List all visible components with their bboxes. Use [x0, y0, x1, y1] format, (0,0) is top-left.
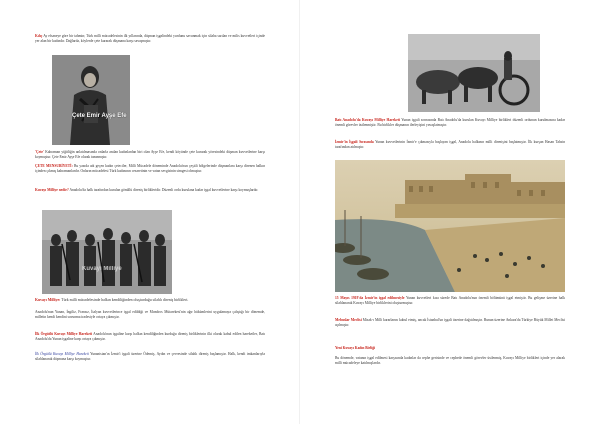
rp1-lead: Batı Anadolu'da Kuvayı Milliye Hareketi	[335, 118, 401, 122]
ox-cart-scene	[408, 34, 540, 112]
photo2-overlay: Kuvayı Milliye	[82, 266, 122, 272]
paragraph-5	[35, 332, 265, 342]
right-paragraph-4	[335, 318, 565, 328]
right-heading-text: Yeni Kuvayı Kadın Birliği	[335, 346, 376, 350]
photo-izmir-harbor	[335, 160, 565, 292]
p1-text: Kahraman yiğitliğin anlatılmasında onlarla anılan kadınlardan biri olan Ayşe Efe, kendi köyünde çete kurarak yöresindeki düşman kuvvetlerine karşı koymuştur. Çete Emir Ayşe Efe olarak tanınmıştır.	[35, 150, 265, 159]
intro-lead: Kılıç	[35, 34, 43, 38]
caption-text: Türk milli mücadelesinde halkın kendiliğinden oluşturduğu silahlı direniş birlikleri.	[60, 298, 189, 302]
p6-text: Yunanistan'ın İzmir'i işgali üzerine Ödemiş, Aydın ve çevresinde silahlı direniş başlamıştır. Halk, kendi imkanlarıyla silahlanarak düşmana karşı koymuştur.	[35, 352, 265, 361]
rp4-text: Misak-ı Milli kararlarını kabul etmiş, ancak İstanbul'un işgali üzerine dağıtılmıştır. Bunun üzerine Ankara'da Türkiye Büyük Millet Meclisi açılmıştır.	[335, 318, 565, 327]
p5-text: Anadolu'nun işgaline karşı halkın kendiliğinden kurduğu direniş birliklerinin ilki olarak kabul edilen hareketler, Batı Anadolu'da Yunan işgaline karşı ortaya çıkmıştır.	[35, 332, 265, 341]
rp5-text: Bu dönemde, vatanın işgal edilmesi karşısında kadınlar da cephe gerisinde ve cephede önemli görevler üstlenmiş, Kuvayı Milliye birlikleri içinde yer alarak milli mücadeleye katılmışlardır.	[335, 356, 565, 365]
p1-lead: 'Çete'	[35, 150, 44, 154]
right-paragraph-5	[335, 356, 565, 366]
ayse-efe-figure	[52, 55, 130, 145]
right-page	[300, 0, 600, 424]
photo1-overlay: Çete Emir Ayşe Efe	[72, 113, 127, 119]
rp3-lead: 15 Mayıs 1919'da İzmir'in işgal edilmesiyle	[335, 296, 405, 300]
paragraph-4	[35, 310, 265, 320]
p2-text: Bu yazıda adı geçen kadın çeteciler, Milli Mücadele döneminde Anadolu'nun çeşitli bölgelerinde düşmanlara karşı direnen halkın içinden çıkmış kahramanlardır. Onların mücadelesi Türk kadınının cesaretinin ve vatan sevgisinin simgesi olmuştur.	[35, 164, 265, 173]
right-paragraph-1	[335, 118, 565, 128]
caption-lead: Kuvayı Milliye:	[35, 298, 61, 302]
rp2-text: Yunan kuvvetlerinin İzmir'e çıkmasıyla başlayan işgal, Anadolu halkının milli direnişini başlatmıştır. İlk kurşun Hasan Tahsin tarafından atılmıştır.	[335, 140, 565, 149]
right-heading	[335, 346, 565, 351]
right-paragraph-3	[335, 296, 565, 306]
paragraph-6	[35, 352, 265, 362]
p3-text: Anadolu'da halk tarafından kurulan gönüllü direniş birlikleridir. Düzenli ordu kurulana kadar işgal kuvvetlerine karşı koymuşlardır.	[68, 188, 259, 192]
paragraph-3	[35, 188, 265, 193]
rp3-text: Yunan kuvvetleri kısa sürede Batı Anadolu'nun önemli bölümünü işgal etmiştir. Bu gelişme üzerine halk silahlanarak Kuvayı Milliye birliklerini oluşturmuştur.	[335, 296, 565, 305]
intro-paragraph	[35, 34, 265, 44]
rp2-lead: İzmir'in İşgali Sırasında	[335, 140, 374, 144]
kuvayi-milliye-group	[42, 210, 172, 294]
rp1-text: Yunan işgali sonrasında Batı Anadolu'da kurulan Kuvayı Milliye birlikleri düzenli ordunun kurulmasına kadar önemli görevler üstlenmiştir. Bu birlikler düşmanın ilerleyişini yavaşlatmıştır.	[335, 118, 565, 127]
p4-text: Anadolu'nun Yunan, İngiliz, Fransız, İtalyan kuvvetlerince işgal edildiği ve Mondros Mütarekesi'nin ağır hükümlerini uygulamaya çalıştığı bir dönemde, milletin kendi kendini savunma iradesiyle ortaya çıkmıştır.	[35, 310, 265, 319]
photo-kuvayi-milliye	[42, 210, 172, 294]
paragraph-2	[35, 164, 265, 174]
p6-lead: İlk Örgütlü Kuvayı Milliye Hareketi	[35, 352, 89, 356]
right-paragraph-2	[335, 140, 565, 150]
rp4-lead: Mebuslar Meclisi	[335, 318, 362, 322]
p5-lead: İlk Örgütlü Kuvayı Milliye Hareketi	[35, 332, 93, 336]
p3-lead: Kuvayı Milliye nedir?	[35, 188, 69, 192]
intro-text: Ay efsaneye göre bir tahmin; Türk milli mücadelesinin ilk yıllarında, düşman işgalindeki yurdunu savunmak için silaha sarılan ve milis kuvvetleri içinde yer alan bir kadındır. Dağlarda, köylerde çete kurarak düşmana karşı savaşmıştır.	[35, 34, 265, 43]
izmir-harbor-scene	[335, 160, 565, 292]
photo-ayse-efe	[52, 55, 130, 145]
paragraph-1	[35, 150, 265, 160]
p2-lead: ÇETE MENSUBİYETİ:	[35, 164, 73, 168]
photo-caption	[35, 298, 265, 303]
photo-ox-cart	[408, 34, 540, 112]
